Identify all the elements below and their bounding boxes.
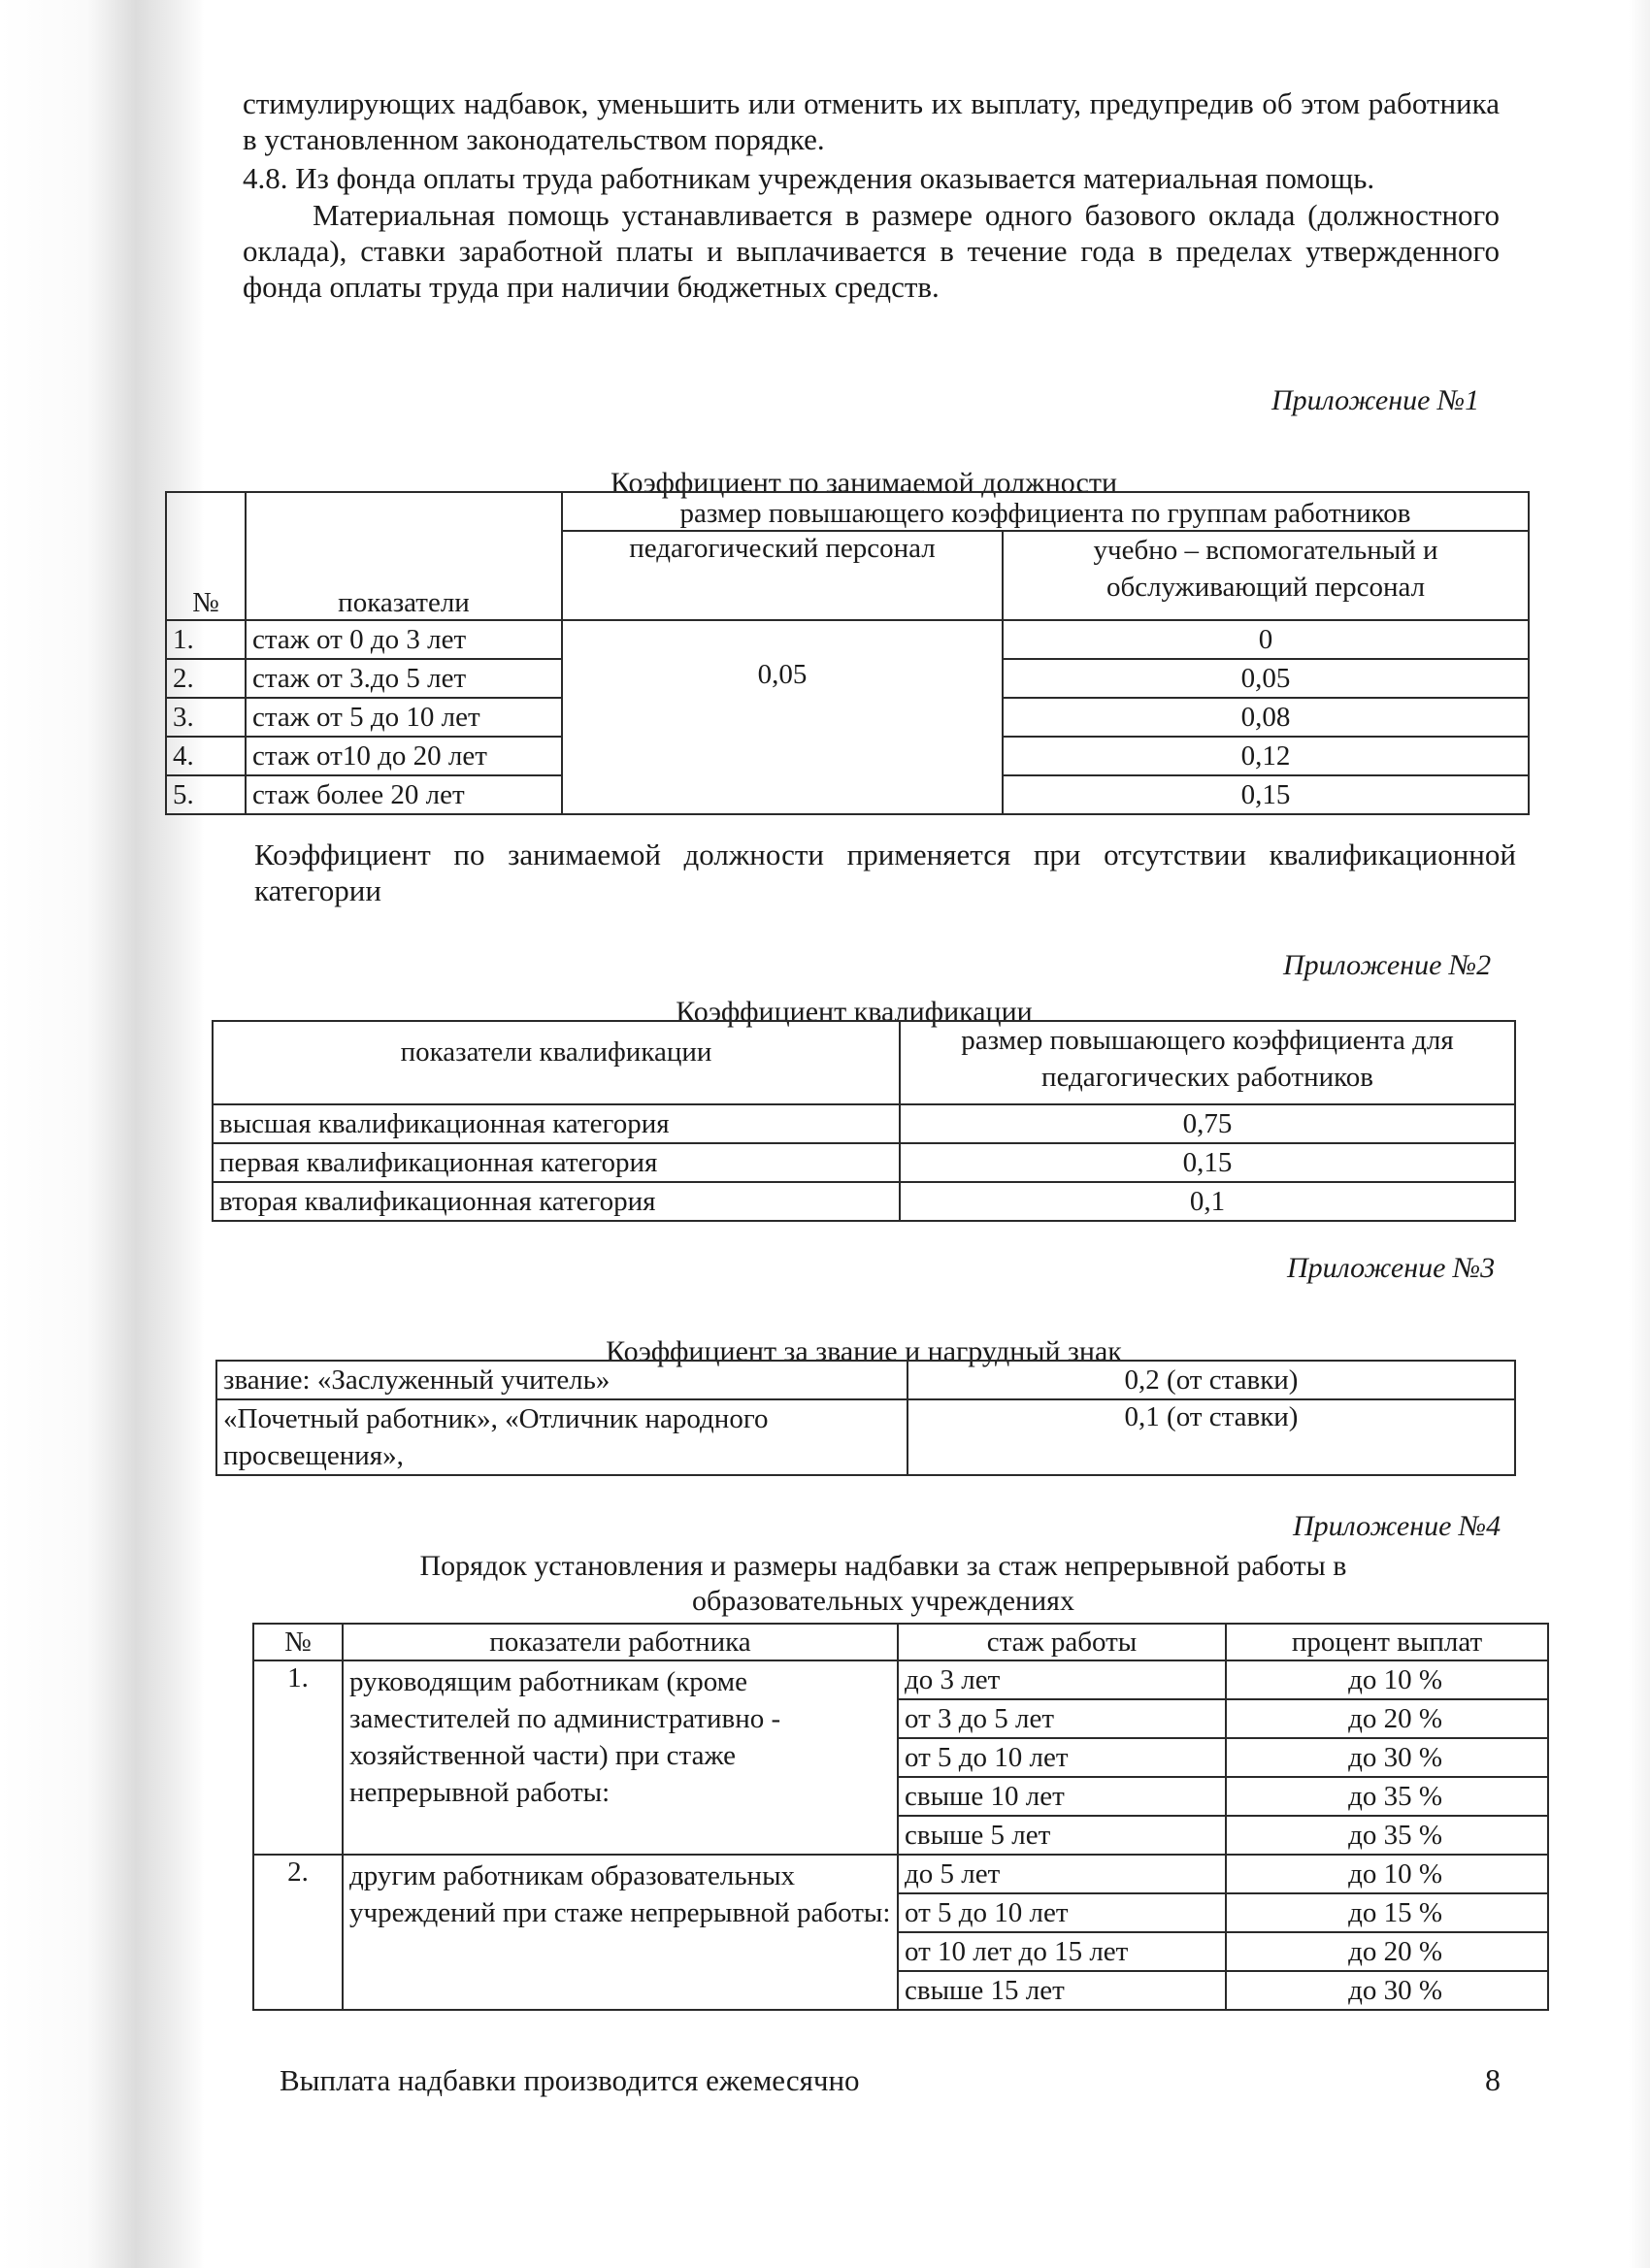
table-header-qualification: показатели квалификации	[213, 1021, 900, 1104]
appendix-3-label: Приложение №3	[1287, 1252, 1496, 1284]
table-header-num: №	[166, 492, 246, 620]
table-header-indicators: показатели работника	[343, 1624, 898, 1660]
table-cell-label: стаж от 5 до 10 лет	[246, 698, 562, 737]
table-cell-percent: до 35 %	[1226, 1777, 1548, 1816]
table-cell-num: 2.	[166, 659, 246, 698]
table-cell-value: 0,2 (от ставки)	[908, 1361, 1515, 1399]
table-cell-num: 1.	[253, 1660, 343, 1855]
appendix-1-label: Приложение №1	[1271, 384, 1480, 416]
appendix-2-caption: Коэффициент квалификации	[676, 996, 1033, 1028]
table-cell-value: 0,1	[900, 1182, 1515, 1221]
table-cell-aux: 0	[1003, 620, 1529, 659]
table-cell-tenure: до 3 лет	[898, 1660, 1226, 1699]
table-cell-label: другим работникам образовательных учреждений при стаже непрерывной работы:	[343, 1855, 898, 2010]
table-cell-value: 0,75	[900, 1104, 1515, 1143]
appendix-1-table	[165, 491, 1530, 815]
table-cell-num: 5.	[166, 775, 246, 814]
appendix-3-caption: Коэффициент за звание и нагрудный знак	[606, 1335, 1122, 1367]
table-header-percent: процент выплат	[1226, 1624, 1548, 1660]
table-cell-tenure: свыше 10 лет	[898, 1777, 1226, 1816]
table-cell-value: 0,15	[900, 1143, 1515, 1182]
paragraph-material-aid: Материальная помощь устанавливается в размере одного базового оклада (должностного оклада), ставки заработной платы и выплачивается в течение года в пределах утвержденного фонда оплаты труда при наличии бюджетных средств.	[243, 198, 1500, 304]
table-cell-tenure: от 3 до 5 лет	[898, 1699, 1226, 1738]
table-row	[216, 1399, 1515, 1475]
table-cell-tenure: до 5 лет	[898, 1855, 1226, 1893]
table-cell-num: 4.	[166, 737, 246, 775]
table-header-coefficient: размер повышающего коэффициента для педагогических работников	[900, 1021, 1515, 1104]
table-header-tenure: стаж работы	[898, 1624, 1226, 1660]
table-row	[213, 1143, 1515, 1182]
page-number: 8	[1485, 2062, 1501, 2097]
table-cell-label: стаж более 20 лет	[246, 775, 562, 814]
table-header-group-title: размер повышающего коэффициента по группам работников	[562, 492, 1529, 531]
appendix-1-caption: Коэффициент по занимаемой должности	[610, 467, 1118, 499]
table-cell-label: стаж от 3.до 5 лет	[246, 659, 562, 698]
table-cell-num: 3.	[166, 698, 246, 737]
table-cell-percent: до 35 %	[1226, 1816, 1548, 1855]
paragraph-continuation: стимулирующих надбавок, уменьшить или отменить их выплату, предупредив об этом работника в установленном законодательством порядке.	[243, 86, 1500, 156]
table-cell-aux: 0,12	[1003, 737, 1529, 775]
table-cell-ped-value: 0,05	[562, 620, 1003, 814]
table-row	[216, 1361, 1515, 1399]
table-cell-percent: до 15 %	[1226, 1893, 1548, 1932]
table-row	[253, 1660, 1548, 1699]
table-cell-label: руководящим работникам (кроме заместителей по административно - хозяйственной части) при стаже непрерывной работы:	[343, 1660, 898, 1855]
table-cell-percent: до 10 %	[1226, 1855, 1548, 1893]
table-row	[213, 1182, 1515, 1221]
table-cell-label: «Почетный работник», «Отличник народного просвещения»,	[216, 1399, 908, 1475]
table-cell-num: 2.	[253, 1855, 343, 2010]
table-cell-num: 1.	[166, 620, 246, 659]
appendix-3-table	[215, 1360, 1516, 1476]
appendix-4-table	[252, 1623, 1549, 2011]
table-cell-tenure: от 5 до 10 лет	[898, 1893, 1226, 1932]
table-cell-tenure: от 10 лет до 15 лет	[898, 1932, 1226, 1971]
table-cell-tenure: свыше 15 лет	[898, 1971, 1226, 2010]
table-cell-percent: до 10 %	[1226, 1660, 1548, 1699]
table-cell-percent: до 20 %	[1226, 1699, 1548, 1738]
table-cell-aux: 0,08	[1003, 698, 1529, 737]
table-header-indicators: показатели	[246, 492, 562, 620]
table-row	[213, 1104, 1515, 1143]
table-cell-tenure: свыше 5 лет	[898, 1816, 1226, 1855]
table-cell-label: высшая квалификационная категория	[213, 1104, 900, 1143]
table-row	[253, 1855, 1548, 1893]
scan-edge-shadow	[1629, 0, 1650, 2268]
table-cell-aux: 0,05	[1003, 659, 1529, 698]
table-cell-aux: 0,15	[1003, 775, 1529, 814]
table-cell-label: стаж от 0 до 3 лет	[246, 620, 562, 659]
appendix-2-label: Приложение №2	[1283, 949, 1492, 981]
appendix-4-note: Выплата надбавки производится ежемесячно	[280, 2063, 860, 2097]
table-cell-label: стаж от10 до 20 лет	[246, 737, 562, 775]
appendix-2-table	[212, 1020, 1516, 1222]
table-row	[166, 620, 1529, 659]
table-cell-label: звание: «Заслуженный учитель»	[216, 1361, 908, 1399]
table-header-ped: педагогический персонал	[562, 531, 1003, 620]
table-cell-percent: до 20 %	[1226, 1932, 1548, 1971]
table-cell-percent: до 30 %	[1226, 1738, 1548, 1777]
table-cell-label: первая квалификационная категория	[213, 1143, 900, 1182]
appendix-4-caption: Порядок установления и размеры надбавки за стаж непрерывной работы в образовательных учреждениях	[419, 1550, 1347, 1617]
paragraph-section-4-8: 4.8. Из фонда оплаты труда работникам учреждения оказывается материальная помощь.	[243, 161, 1375, 195]
appendix-4-label: Приложение №4	[1293, 1510, 1502, 1542]
table-cell-value: 0,1 (от ставки)	[908, 1399, 1515, 1475]
scan-binding-shadow	[0, 0, 204, 2268]
table-cell-label: вторая квалификационная категория	[213, 1182, 900, 1221]
table-header-num: №	[253, 1624, 343, 1660]
table-cell-tenure: от 5 до 10 лет	[898, 1738, 1226, 1777]
appendix-1-note: Коэффициент по занимаемой должности применяется при отсутствии квалификационной категории	[254, 838, 1516, 907]
table-cell-percent: до 30 %	[1226, 1971, 1548, 2010]
table-header-aux: учебно – вспомогательный и обслуживающий персонал	[1003, 531, 1529, 620]
